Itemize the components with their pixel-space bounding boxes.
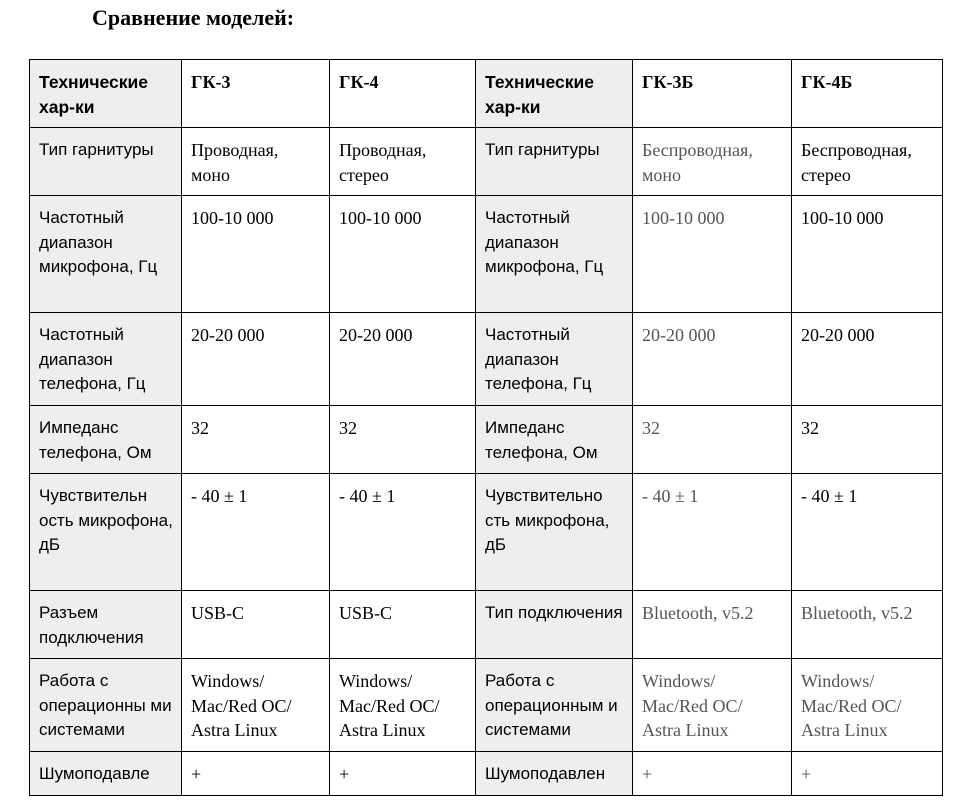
cell-gk3: 32	[182, 406, 330, 474]
cell-gk4: +	[330, 752, 476, 796]
row-label-left: Разъем подключения	[30, 591, 182, 659]
cell-gk4: 20-20 000	[330, 313, 476, 406]
header-spec-label-left: Технические хар-ки	[30, 60, 182, 128]
comparison-table	[29, 59, 943, 796]
row-label-right: Чувствительно сть микрофона, дБ	[476, 474, 633, 591]
cell-gk4b: 32	[792, 406, 943, 474]
row-label-left: Шумоподавле	[30, 752, 182, 796]
row-label-right: Шумоподавлен	[476, 752, 633, 796]
cell-gk4b: +	[792, 752, 943, 796]
row-label-left: Чувствительн ость микрофона, дБ	[30, 474, 182, 591]
cell-gk3: +	[182, 752, 330, 796]
row-label-right: Частотный диапазон телефона, Гц	[476, 313, 633, 406]
cell-gk4b: Windows/ Mac/Red OC/ Astra Linux	[792, 659, 943, 752]
table-row-mic-sensitivity	[30, 474, 943, 591]
cell-gk3b: Беспроводная, моно	[633, 128, 792, 196]
cell-gk3b: - 40 ± 1	[633, 474, 792, 591]
cell-gk4: 100-10 000	[330, 196, 476, 313]
row-label-right: Тип гарнитуры	[476, 128, 633, 196]
cell-gk3: USB-C	[182, 591, 330, 659]
row-label-right: Работа с операционным и системами	[476, 659, 633, 752]
cell-gk4: Windows/ Mac/Red OC/ Astra Linux	[330, 659, 476, 752]
table-row-headset-type	[30, 128, 943, 196]
cell-gk4b: 20-20 000	[792, 313, 943, 406]
row-label-left: Частотный диапазон телефона, Гц	[30, 313, 182, 406]
cell-gk4b: - 40 ± 1	[792, 474, 943, 591]
cell-gk4b: Беспроводная, стерео	[792, 128, 943, 196]
header-model-gk4b: ГК-4Б	[792, 60, 943, 128]
cell-gk4: USB-C	[330, 591, 476, 659]
cell-gk4b: Bluetooth, v5.2	[792, 591, 943, 659]
row-label-left: Тип гарнитуры	[30, 128, 182, 196]
cell-gk4: Проводная, стерео	[330, 128, 476, 196]
table-row-noise-reduction	[30, 752, 943, 796]
table-row-os-support	[30, 659, 943, 752]
cell-gk3: 20-20 000	[182, 313, 330, 406]
cell-gk4b: 100-10 000	[792, 196, 943, 313]
cell-gk3: - 40 ± 1	[182, 474, 330, 591]
table-row-connection	[30, 591, 943, 659]
cell-gk3: 100-10 000	[182, 196, 330, 313]
cell-gk4: - 40 ± 1	[330, 474, 476, 591]
header-model-gk3b: ГК-3Б	[633, 60, 792, 128]
header-spec-label-right: Технические хар-ки	[476, 60, 633, 128]
cell-gk3b: +	[633, 752, 792, 796]
row-label-left: Работа с операционны ми системами	[30, 659, 182, 752]
row-label-right: Тип подключения	[476, 591, 633, 659]
cell-gk4: 32	[330, 406, 476, 474]
cell-gk3: Windows/ Mac/Red OC/ Astra Linux	[182, 659, 330, 752]
cell-gk3b: 32	[633, 406, 792, 474]
cell-gk3b: Bluetooth, v5.2	[633, 591, 792, 659]
row-label-left: Импеданс телефона, Ом	[30, 406, 182, 474]
cell-gk3: Проводная, моно	[182, 128, 330, 196]
row-label-right: Импеданс телефона, Ом	[476, 406, 633, 474]
cell-gk3b: 20-20 000	[633, 313, 792, 406]
row-label-right: Частотный диапазон микрофона, Гц	[476, 196, 633, 313]
cell-gk3b: 100-10 000	[633, 196, 792, 313]
header-model-gk4: ГК-4	[330, 60, 476, 128]
table-row-phone-frequency	[30, 313, 943, 406]
row-label-left: Частотный диапазон микрофона, Гц	[30, 196, 182, 313]
cell-gk3b: Windows/ Mac/Red OC/ Astra Linux	[633, 659, 792, 752]
table-row-impedance	[30, 406, 943, 474]
header-model-gk3: ГК-3	[182, 60, 330, 128]
table-row-mic-frequency	[30, 196, 943, 313]
table-header-row	[30, 60, 943, 128]
page-title: Сравнение моделей:	[92, 5, 295, 30]
